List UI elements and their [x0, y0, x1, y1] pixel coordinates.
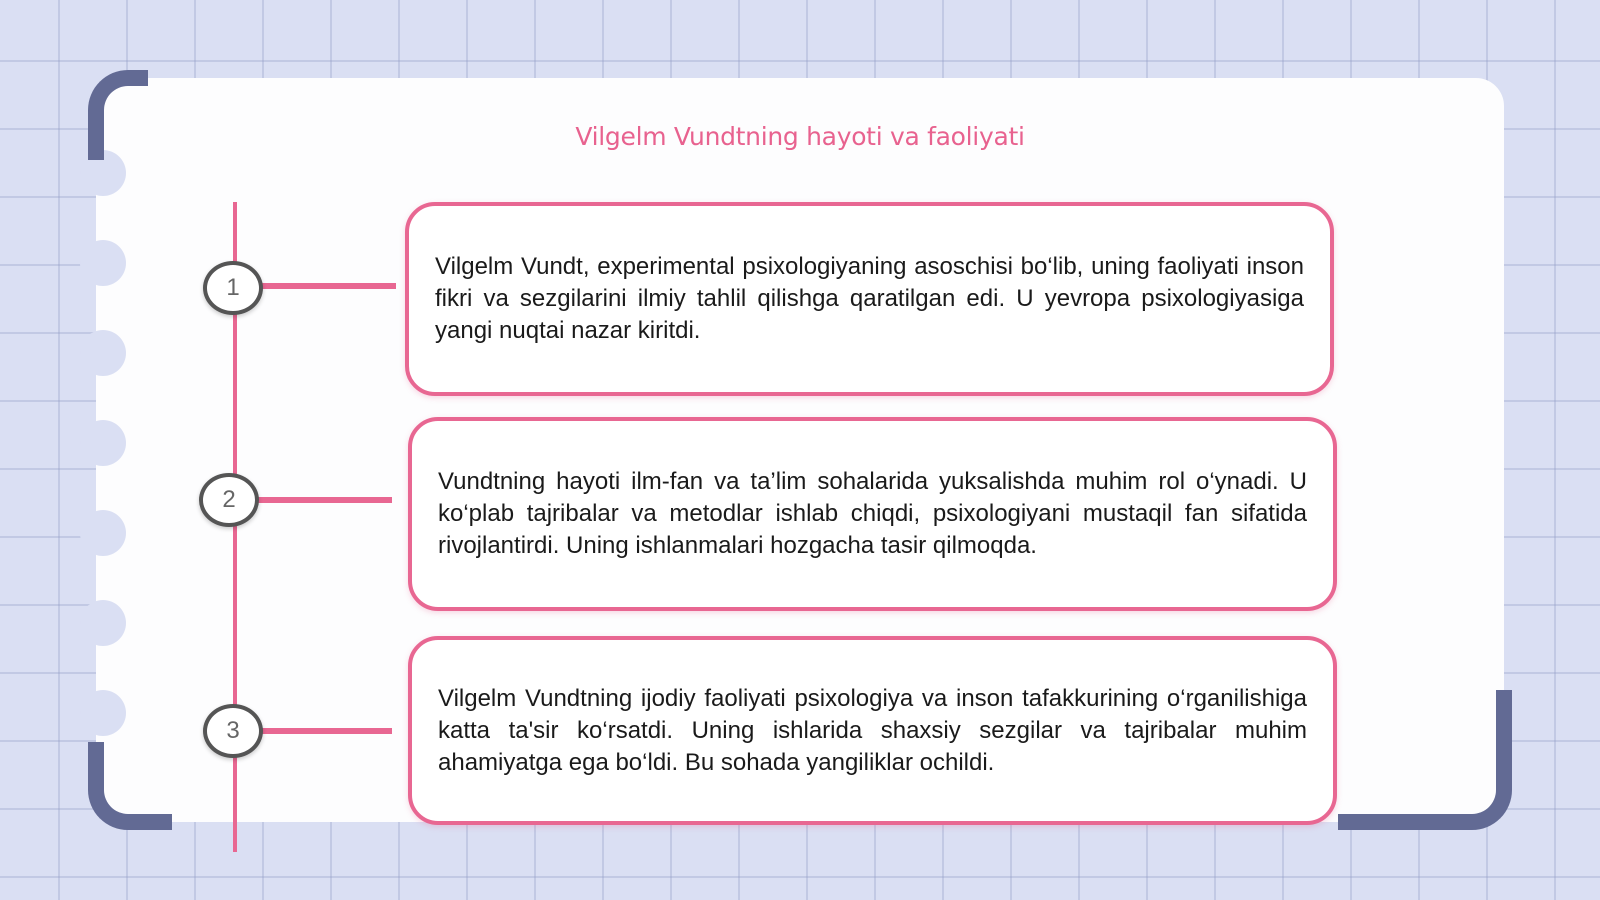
- paper-notch: [80, 600, 126, 646]
- paper-notch: [80, 510, 126, 556]
- paper-notch: [80, 420, 126, 466]
- paper-notch: [80, 690, 126, 736]
- timeline-connector: [258, 497, 392, 503]
- timeline-card-1: [405, 202, 1334, 396]
- timeline-connector: [262, 728, 392, 734]
- timeline-card-text: Vundtning hayoti ilm-fan va ta’lim sohalarida yuksalishda muhim rol o‘ynadi. U ko‘plab tajribalar va metodlar ishlab chiqdi, psixologiyani mustaqil fan sifatida rivojlantirdi. Uning ishlanmalari hozgacha tasir qilmoqda.: [438, 468, 1307, 559]
- timeline-card-3: [408, 636, 1337, 825]
- frame-corner-bottom-left: [88, 742, 172, 830]
- step-number-2: 2: [199, 473, 259, 527]
- step-number-3: 3: [203, 704, 263, 758]
- timeline-card-text: Vilgelm Vundt, experimental psixologiyaning asoschisi bo‘lib, uning faoliyati inson fikri va sezgilarini ilmiy tahlil qilishga qaratilgan edi. U yevropa psixologiyasiga yangi nuqtai nazar kiritdi.: [435, 253, 1304, 344]
- step-number-1: 1: [203, 261, 263, 315]
- paper-notch: [80, 330, 126, 376]
- timeline-card-text: Vilgelm Vundtning ijodiy faoliyati psixologiya va inson tafakkurining o‘rganilishiga katta ta'sir ko‘rsatdi. Uning ishlarida shaxsiy sezgilar va tajribalar muhim ahamiyatga ega bo‘ldi. Bu sohada yangiliklar ochildi.: [438, 684, 1307, 776]
- timeline-connector: [262, 283, 396, 289]
- slide-title: Vilgelm Vundtning hayoti va faoliyati: [575, 122, 1025, 151]
- timeline-card-2: [408, 417, 1337, 611]
- paper-notch: [80, 240, 126, 286]
- frame-corner-bottom-right: [1338, 690, 1512, 830]
